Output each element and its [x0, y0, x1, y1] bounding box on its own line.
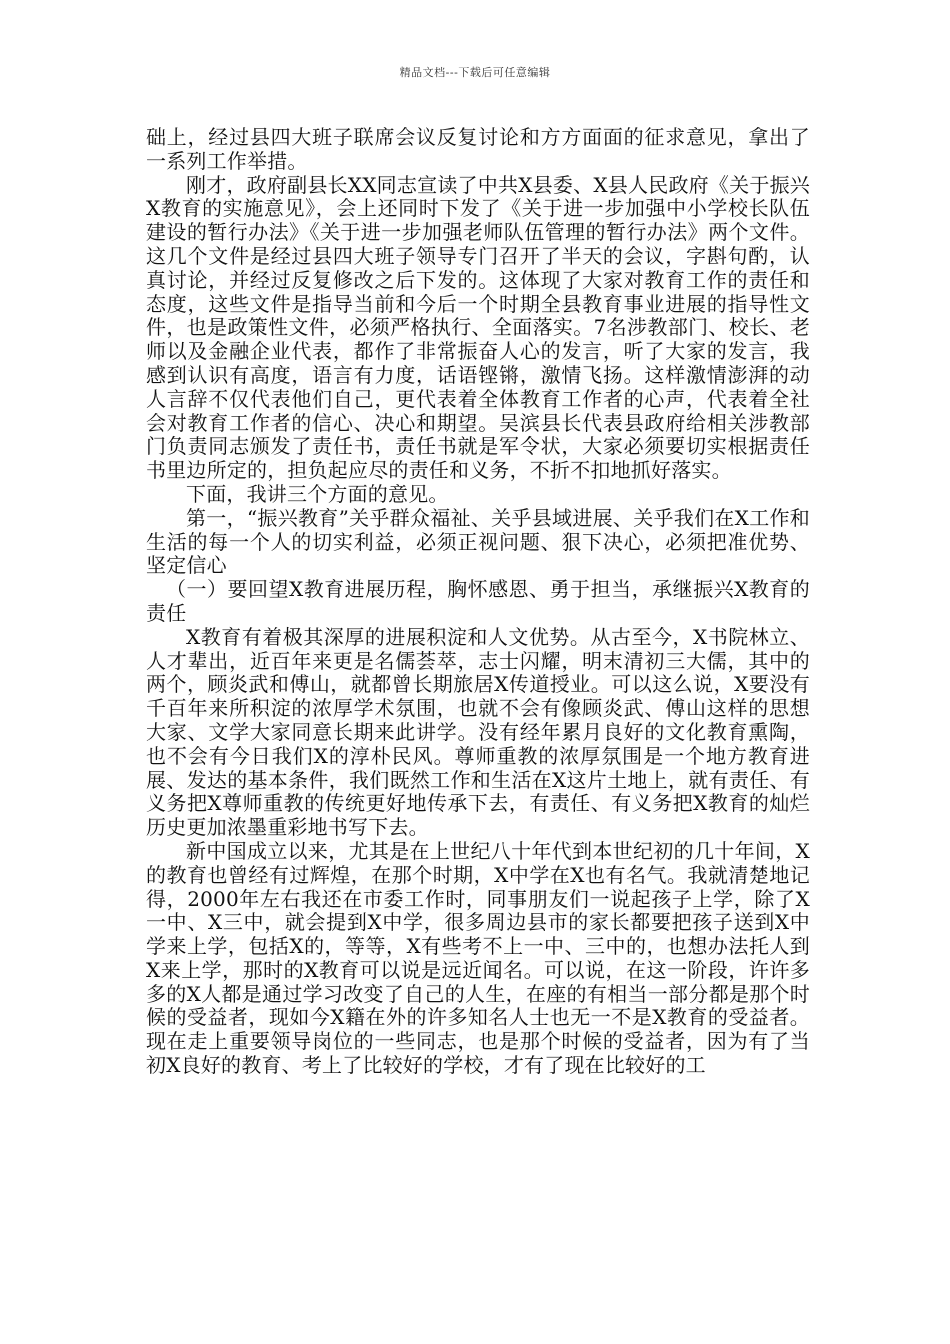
- document-body: [146, 126, 810, 1078]
- paragraph: 刚才，政府副县长XX同志宣读了中共X县委、X县人民政府《关于振兴X教育的实施意见》，会上还同时下发了《关于进一步加强中小学校长队伍建设的暂行办法》《关于进一步加强老师队伍管理的暂行办法》两个文件。这几个文件是经过县四大班子领导专门召开了半天的会议，字斟句酌，认真讨论，并经过反复修改之后下发的。这体现了大家对教育工作的责任和态度，这些文件是指导当前和今后一个时期全县教育事业进展的指导性文件，也是政策性文件，必须严格执行、全面落实。7名涉教部门、校长、老师以及金融企业代表，都作了非常振奋人心的发言，听了大家的发言，我感到认识有高度，语言有力度，话语铿锵，激情飞扬。这样激情澎湃的动人言辞不仅代表他们自己，更代表着全体教育工作者的心声，代表着全社会对教育工作者的信心、决心和期望。吴滨县长代表县政府给相关涉教部门负责同志颁发了责任书，责任书就是军令状，大家必须要切实根据责任书里边所定的，担负起应尽的责任和义务，不折不扣地抓好落实。: [146, 172, 810, 483]
- section-heading: 第一，“振兴教育”关乎群众福祉、关乎县域进展、关乎我们在X工作和生活的每一个人的切实利益，必须正视问题、狠下决心，必须把准优势、坚定信心: [146, 505, 810, 578]
- page-header: 精品文档---下载后可任意编辑: [399, 66, 551, 79]
- paragraph: X教育有着极其深厚的进展积淀和人文优势。从古至今，X书院林立、人才辈出，近百年来更是名儒荟萃，志士闪耀，明末清初三大儒，其中的两个，顾炎武和傅山，就都曾长期旅居X传道授业。可以这么说，X要没有千百年来所积淀的浓厚学术氛围，也就不会有像顾炎武、傅山这样的思想大家、文学大家同意长期来此讲学。没有经年累月良好的文化教育熏陶，也不会有今日我们X的淳朴民风。尊师重教的浓厚氛围是一个地方教育进展、发达的基本条件，我们既然工作和生活在X这片土地上，就有责任、有义务把X尊师重教的传统更好地传承下去，有责任、有义务把X教育的灿烂历史更加浓墨重彩地书写下去。: [146, 624, 810, 840]
- subsection-heading: （一）要回望X教育进展历程，胸怀感恩、勇于担当，承继振兴X教育的责任: [146, 577, 810, 625]
- paragraph-continuation: 础上，经过县四大班子联席会议反复讨论和方方面面的征求意见，拿出了一系列工作举措。: [146, 125, 810, 173]
- paragraph: 新中国成立以来，尤其是在上世纪八十年代到本世纪初的几十年间，X的教育也曾经有过辉煌，在那个时期，X中学在X也有名气。我就清楚地记得，2000年左右我还在市委工作时，同事朋友们一说起孩子上学，除了X一中、X三中，就会提到X中学，很多周边县市的家长都要把孩子送到X中学来上学，包括X的，等等，X有些考不上一中、三中的，也想办法托人到X来上学，那时的X教育可以说是远近闻名。可以说，在这一阶段，许许多多的X人都是通过学习改变了自己的人生，在座的有相当一部分都是那个时候的受益者，现如今X籍在外的许多知名人士也无一不是X教育的受益者。现在走上重要领导岗位的一些同志，也是那个时候的受益者，因为有了当初X良好的教育、考上了比较好的学校，才有了现在比较好的工: [146, 838, 810, 1078]
- paragraph: 下面，我讲三个方面的意见。: [186, 481, 449, 506]
